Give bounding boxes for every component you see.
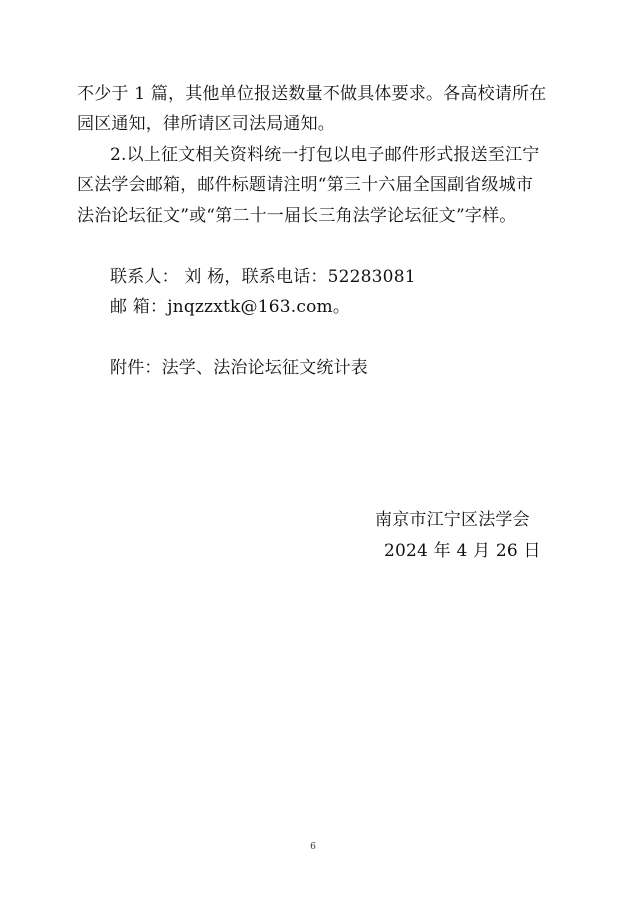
paragraph2-line1: 2.以上征文相关资料统一打包以电子邮件形式报送至江宁 [110,145,540,165]
paragraph2-line3: 法治论坛征文”或“第二十一届长三角法学论坛征文”字样。 [77,206,517,226]
paragraph2-line2: 区法学会邮箱，邮件标题请注明“第三十六届全国副省级城市 [77,175,534,195]
signature-organization: 南京市江宁区法学会 [375,510,530,530]
attachment-line: 附件：法学、法治论坛征文统计表 [110,358,368,378]
signature-date: 2024 年 4 月 26 日 [384,541,541,561]
contact-person-line: 联系人： 刘 杨，联系电话：52283081 [110,267,416,287]
paragraph1-line1: 不少于 1 篇，其他单位报送数量不做具体要求。各高校请所在 [77,84,547,104]
page-number: 6 [310,842,316,852]
contact-email-line: 邮 箱：jnqzzxtk@163.com。 [110,297,351,317]
paragraph1-line2: 园区通知，律所请区司法局通知。 [77,114,335,134]
